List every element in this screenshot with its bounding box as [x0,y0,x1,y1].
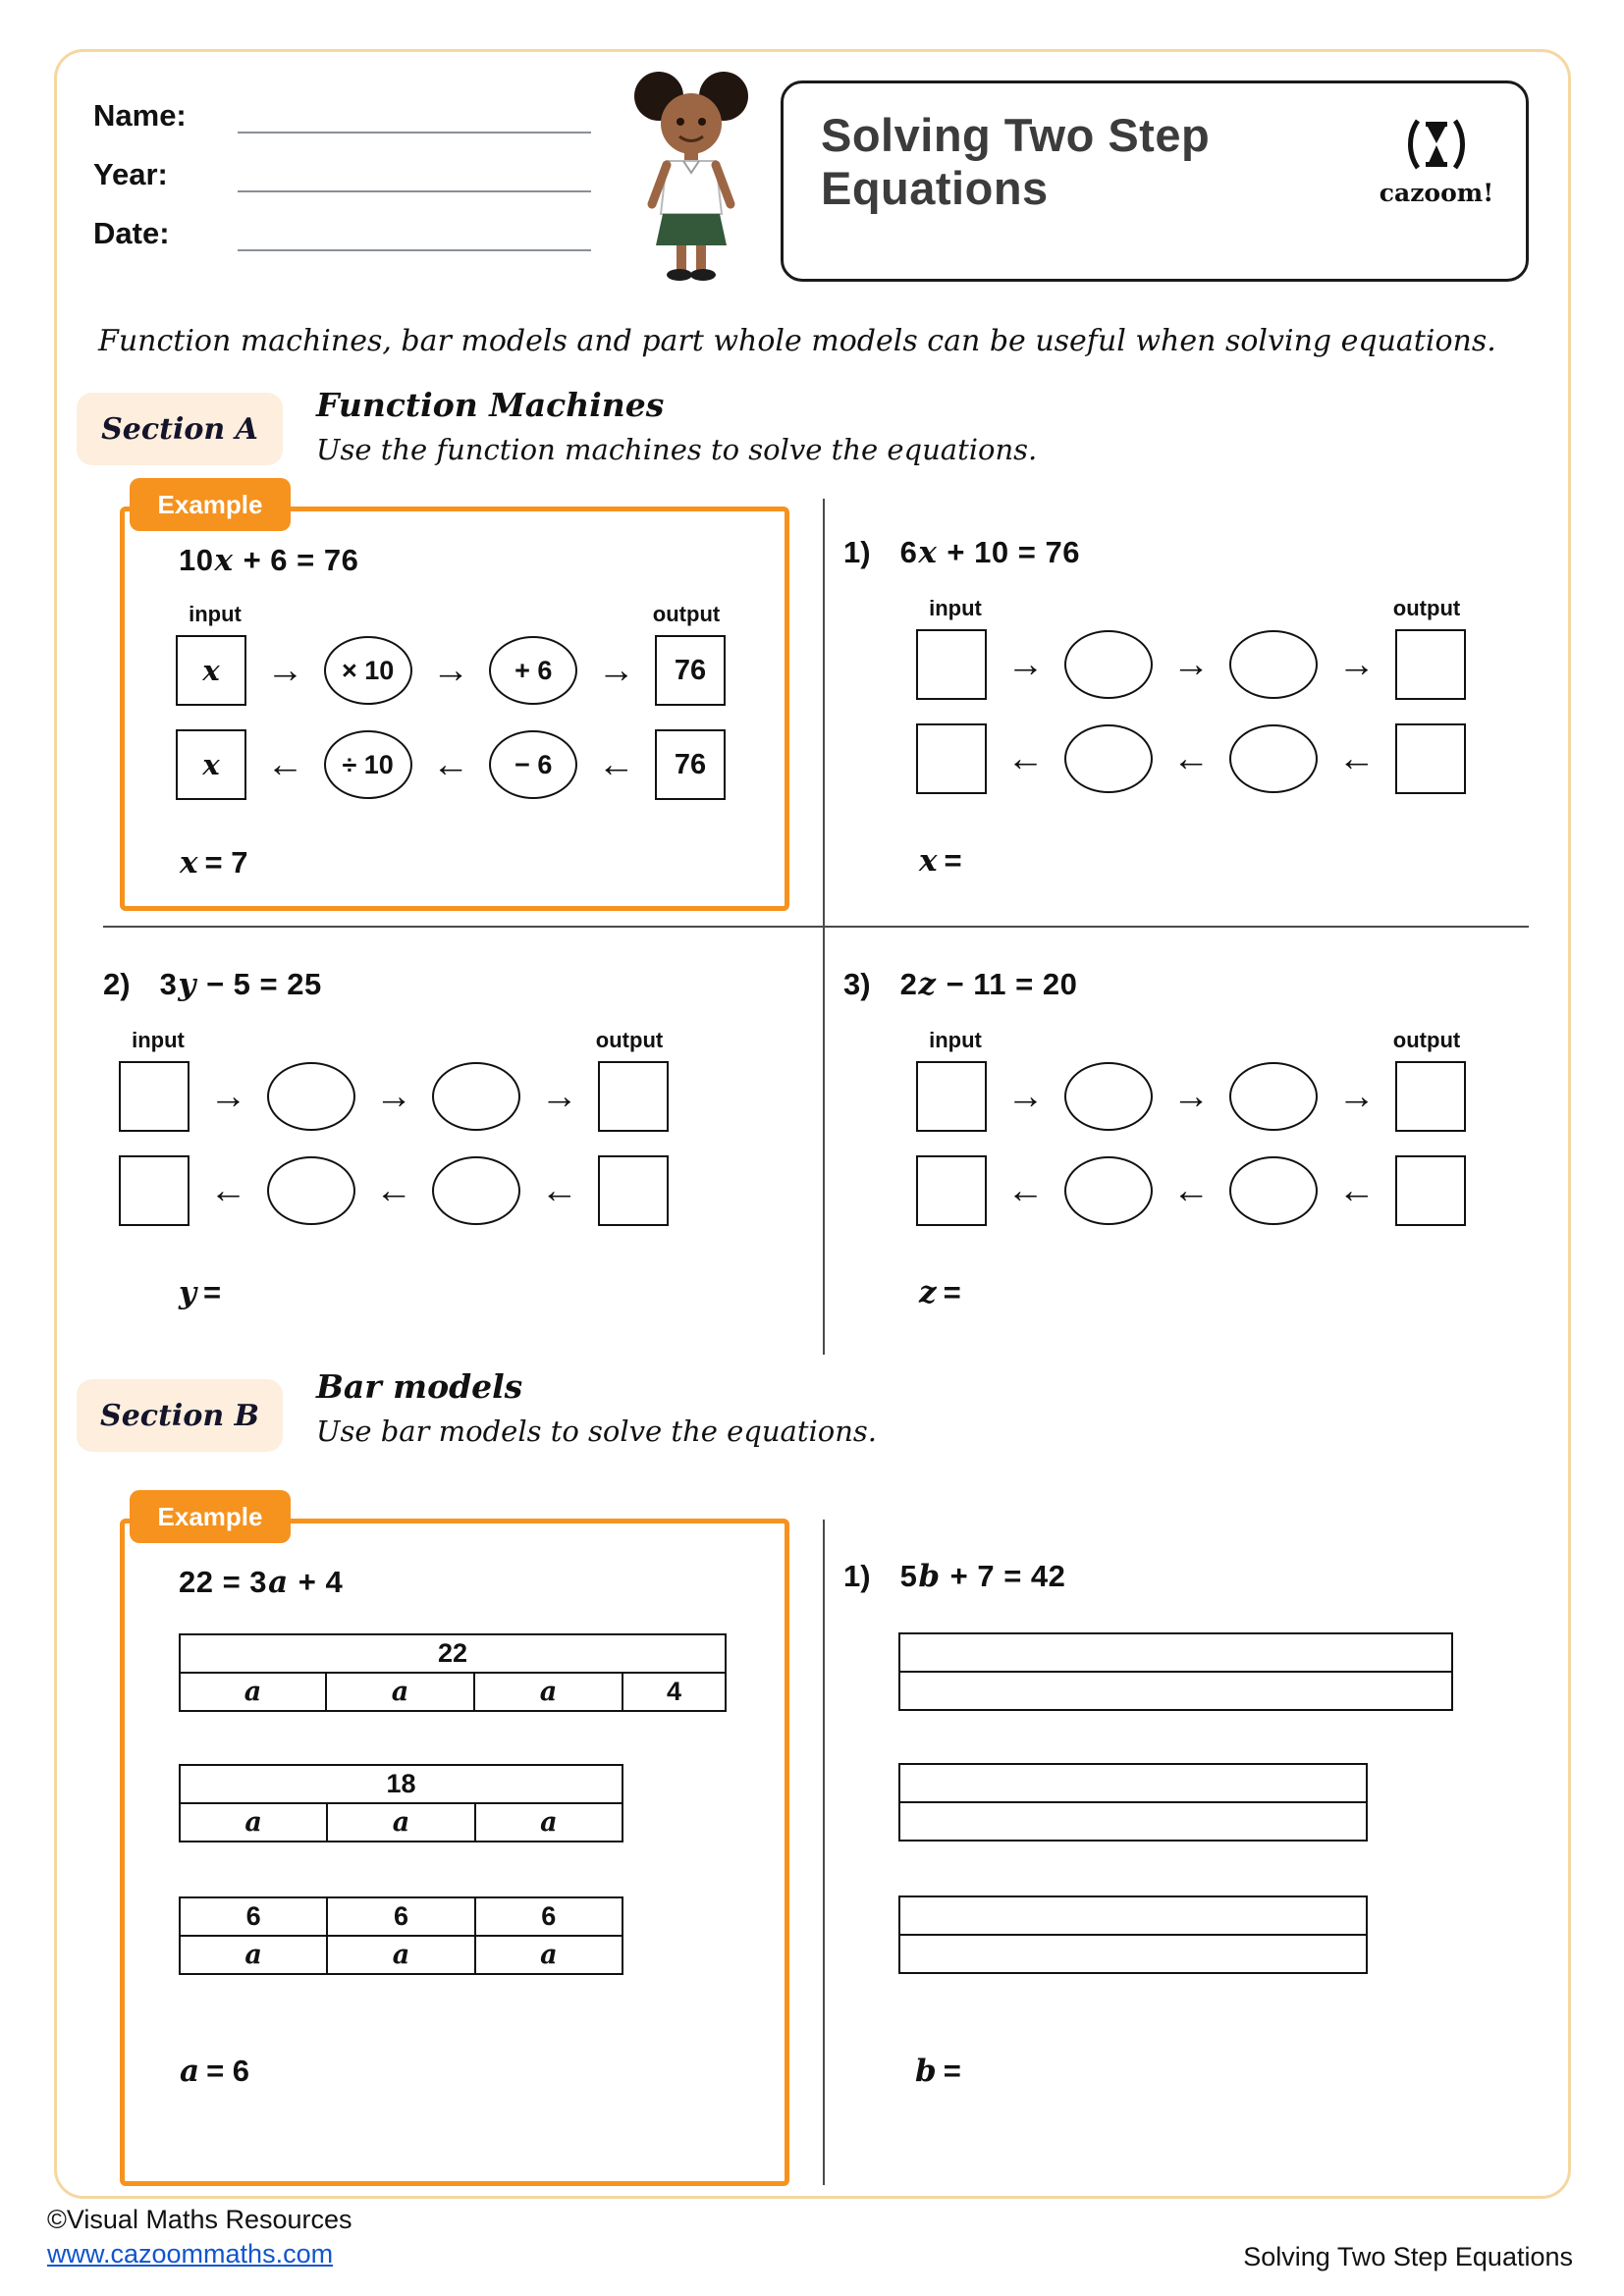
answer-var: x [180,845,198,881]
machine-output-box[interactable] [1395,1061,1466,1132]
equation-var: x [918,535,938,570]
bar-row-values [898,1896,1368,1936]
title-box [781,80,1529,282]
section-a-heading: Function Machines [316,386,665,424]
function-machine-blank [916,1028,1466,1226]
io-labels [916,596,1466,621]
section-b-badge: Section B [77,1379,283,1452]
machine-operation-2[interactable] [1229,1062,1318,1131]
function-machine-blank [916,596,1466,794]
machine-input-box[interactable] [119,1155,189,1226]
bar-blank[interactable] [898,1671,1453,1711]
header-fields [93,98,591,275]
io-labels [119,1028,669,1053]
problem-b1-equation-row [843,1559,1065,1594]
machine-inverse-1[interactable] [267,1156,355,1225]
machine-inverse-2[interactable] [1229,724,1318,793]
equation-var: x [214,543,234,578]
example-b-answer [179,2054,249,2089]
year-field [93,157,591,192]
section-b-heading: Bar models [316,1367,523,1406]
problem-equation [900,535,1080,570]
bar-row-parts [898,1671,1453,1711]
problem-b1-answer [914,2048,1026,2089]
arrow-left-icon [427,746,474,783]
bar-cell-total: 22 [179,1633,727,1674]
answer-var: y [179,1275,197,1310]
machine-output-box[interactable] [598,1061,669,1132]
arrow-left-icon [1167,740,1215,777]
answer-rest: = [943,1275,961,1309]
bar-model-blank-group-2 [898,1763,1368,1842]
page-title-line1: Solving Two Step [821,109,1211,161]
bar-cell-a: a [179,1672,327,1712]
problem-a1-equation-row [843,535,1466,570]
answer-rest: = [943,2054,961,2088]
arrow-right-icon [261,652,308,689]
bar-row-parts [179,1935,623,1975]
date-input-line[interactable] [238,218,591,251]
machine-forward-row [176,635,726,706]
section-a-header [316,386,1037,466]
function-machine-blank [119,1028,669,1226]
output-label: output [595,1028,664,1052]
machine-backward-row [916,1155,1466,1226]
bar-cell-value: 6 [179,1896,328,1937]
cazoom-logo-text: cazoom! [1379,179,1494,207]
bar-row-parts [179,1802,623,1842]
bar-row-total [898,1763,1368,1803]
example-b-equation [179,1565,343,1600]
arrow-right-icon [427,652,474,689]
divider-vertical-b [823,1520,825,2185]
machine-input-box: x [176,635,246,706]
input-label: input [929,1028,982,1052]
section-b-header [316,1367,877,1448]
machine-inverse-1[interactable] [1064,1156,1153,1225]
machine-output-box: 76 [655,729,726,800]
answer-rest: = 6 [206,2054,250,2088]
machine-operation-2[interactable] [1229,630,1318,699]
machine-inverse-2[interactable] [1229,1156,1318,1225]
arrow-right-icon [536,1078,583,1115]
cazoom-logo-icon [1405,159,1468,176]
arrow-right-icon [1333,1078,1380,1115]
output-label: output [1392,596,1461,620]
bar-blank[interactable] [898,1763,1368,1803]
input-label: input [132,1028,185,1052]
machine-inverse-1: ÷ 10 [324,730,412,799]
equation-post: + 4 [289,1565,344,1599]
machine-inverse-2: − 6 [489,730,577,799]
problem-equation [900,967,1078,1002]
divider-horizontal-a [103,926,1529,928]
machine-output-box: 76 [655,635,726,706]
section-a-subheading: Use the function machines to solve the equations. [316,433,1038,466]
footer-title: Solving Two Step Equations [1243,2242,1573,2271]
machine-backward-row [916,723,1466,794]
equation-post: + 6 = 76 [234,543,359,577]
section-a-badge: Section A [77,393,283,465]
machine-inverse-2[interactable] [432,1156,520,1225]
problem-a2-equation-row [103,967,669,1002]
answer-rest: = [203,1275,222,1309]
equation-pre: 5 [899,1559,918,1593]
answer-var: x [919,843,938,879]
bar-row-parts [898,1801,1368,1842]
bar-blank[interactable] [898,1801,1368,1842]
arrow-left-icon [1167,1172,1215,1209]
problem-a1 [838,535,1466,879]
machine-operation-2: + 6 [489,636,577,705]
bar-cell-constant: 4 [623,1672,727,1712]
arrow-right-icon [370,1078,417,1115]
answer-blank[interactable] [967,1269,1026,1303]
bar-cell-total: 18 [179,1764,623,1804]
bar-model-blank-group-3 [898,1896,1368,1974]
arrow-right-icon [1167,1078,1215,1115]
bar-cell-a: a [476,1802,623,1842]
machine-input-box[interactable] [916,1061,987,1132]
equation-pre: 6 [899,535,918,569]
problem-a3 [838,967,1466,1310]
problem-a3-answer [918,1269,1466,1310]
date-field [93,216,591,251]
machine-inverse-1[interactable] [1064,724,1153,793]
problem-a2 [103,967,669,1310]
example-a-equation [179,543,358,578]
answer-var: b [915,2054,937,2089]
bar-cell-a: a [328,1802,475,1842]
bar-row-total [179,1633,727,1674]
equation-pre: 10 [179,543,214,577]
arrow-left-icon [204,1172,251,1209]
bar-blank[interactable] [898,1934,1368,1974]
date-label: Date: [93,216,170,250]
equation-var: z [918,967,937,1002]
machine-operation-1[interactable] [267,1062,355,1131]
example-tab-b: Example [130,1490,291,1543]
arrow-left-icon [1333,1172,1380,1209]
machine-backward-row [119,1155,669,1226]
equation-pre: 2 [899,967,918,1001]
bar-row-total [179,1764,623,1804]
equation-var: y [178,967,196,1002]
input-label: input [189,602,242,626]
example-tab-a: Example [130,478,291,531]
name-input-line[interactable] [238,100,591,133]
equation-var: b [918,1559,941,1594]
problem-equation [160,967,322,1002]
name-label: Name: [93,98,187,133]
equation-post: − 11 = 20 [937,967,1078,1001]
problem-equation [900,1559,1066,1594]
answer-blank[interactable] [967,2048,1026,2081]
bar-cell-a: a [327,1672,475,1712]
equation-post: − 5 = 25 [196,967,322,1001]
machine-operation-1[interactable] [1064,1062,1153,1131]
name-field [93,98,591,133]
machine-input-box[interactable] [916,629,987,700]
section-b-subheading: Use bar models to solve the equations. [316,1415,877,1448]
arrow-left-icon [370,1172,417,1209]
year-input-line[interactable] [238,159,591,192]
problem-number: 1) [843,1559,871,1593]
problem-a2-answer [178,1269,669,1310]
bar-cell-a: a [179,1935,328,1975]
problem-number: 3) [843,967,871,1001]
arrow-left-icon [1001,1172,1049,1209]
footer-copyright: ©Visual Maths Resources [47,2205,352,2234]
input-label: input [929,596,982,620]
arrow-left-icon [261,746,308,783]
machine-operation-2[interactable] [432,1062,520,1131]
bar-cell-a: a [328,1935,475,1975]
equation-var: a [268,1565,289,1600]
machine-operation-1: × 10 [324,636,412,705]
machine-operation-1[interactable] [1064,630,1153,699]
answer-blank[interactable] [227,1269,286,1303]
machine-forward-row [916,1061,1466,1132]
bar-model-group-1 [179,1633,727,1712]
arrow-right-icon [593,652,640,689]
machine-input-box[interactable] [916,1155,987,1226]
bar-row-parts [898,1934,1368,1974]
machine-output-box[interactable] [1395,629,1466,700]
arrow-right-icon [1001,1078,1049,1115]
cazoom-logo [1373,117,1500,207]
problem-a1-answer [918,837,1466,879]
output-label: output [652,602,721,626]
answer-blank[interactable] [968,837,1027,871]
machine-forward-row [916,629,1466,700]
page-title [821,109,1210,214]
arrow-right-icon [1333,646,1380,683]
machine-output-box[interactable] [1395,723,1466,794]
bar-cell-a: a [179,1802,328,1842]
io-labels [916,1028,1466,1053]
arrow-left-icon [1001,740,1049,777]
machine-input-box: x [176,729,246,800]
bar-row-total [898,1632,1453,1673]
arrow-left-icon [593,746,640,783]
machine-input-box[interactable] [119,1061,189,1132]
equation-post: + 7 = 42 [941,1559,1066,1593]
answer-var: a [180,2054,200,2089]
character-illustration [617,65,766,288]
bar-blank[interactable] [898,1896,1368,1936]
arrow-left-icon [1333,740,1380,777]
example-a-answer [179,845,247,881]
machine-forward-row [119,1061,669,1132]
machine-input-box[interactable] [916,723,987,794]
bar-model-group-3 [179,1896,623,1975]
function-machine-example [176,602,726,800]
problem-b1 [838,1559,1525,2187]
footer-link[interactable]: www.cazoommaths.com [47,2239,334,2269]
problem-number: 2) [103,967,131,1001]
output-label: output [1392,1028,1461,1052]
intro-text: Function machines, bar models and part whole models can be useful when solving equations. [98,324,1496,358]
io-labels [176,602,726,627]
bar-row-values [179,1896,623,1937]
example-box-a [120,507,789,911]
example-box-b [120,1519,789,2186]
page-title-line2: Equations [821,161,1049,214]
bar-model-group-2 [179,1764,623,1842]
bar-row-parts [179,1672,727,1712]
machine-output-box[interactable] [598,1155,669,1226]
arrow-right-icon [204,1078,251,1115]
bar-cell-a: a [475,1672,623,1712]
bar-cell-a: a [476,1935,623,1975]
bar-blank[interactable] [898,1632,1453,1673]
bar-model-blank-group-1 [898,1632,1453,1711]
answer-var: z [919,1275,937,1310]
arrow-left-icon [536,1172,583,1209]
machine-backward-row [176,729,726,800]
equation-pre: 22 = 3 [179,1565,268,1599]
bar-cell-value: 6 [328,1896,475,1937]
answer-rest: = [944,843,962,878]
bar-cell-value: 6 [476,1896,623,1937]
machine-output-box[interactable] [1395,1155,1466,1226]
year-label: Year: [93,157,168,191]
problem-number: 1) [843,535,871,569]
arrow-right-icon [1001,646,1049,683]
problem-a3-equation-row [843,967,1466,1002]
equation-pre: 3 [159,967,178,1001]
answer-rest: = 7 [204,845,248,880]
equation-post: + 10 = 76 [938,535,1080,569]
arrow-right-icon [1167,646,1215,683]
